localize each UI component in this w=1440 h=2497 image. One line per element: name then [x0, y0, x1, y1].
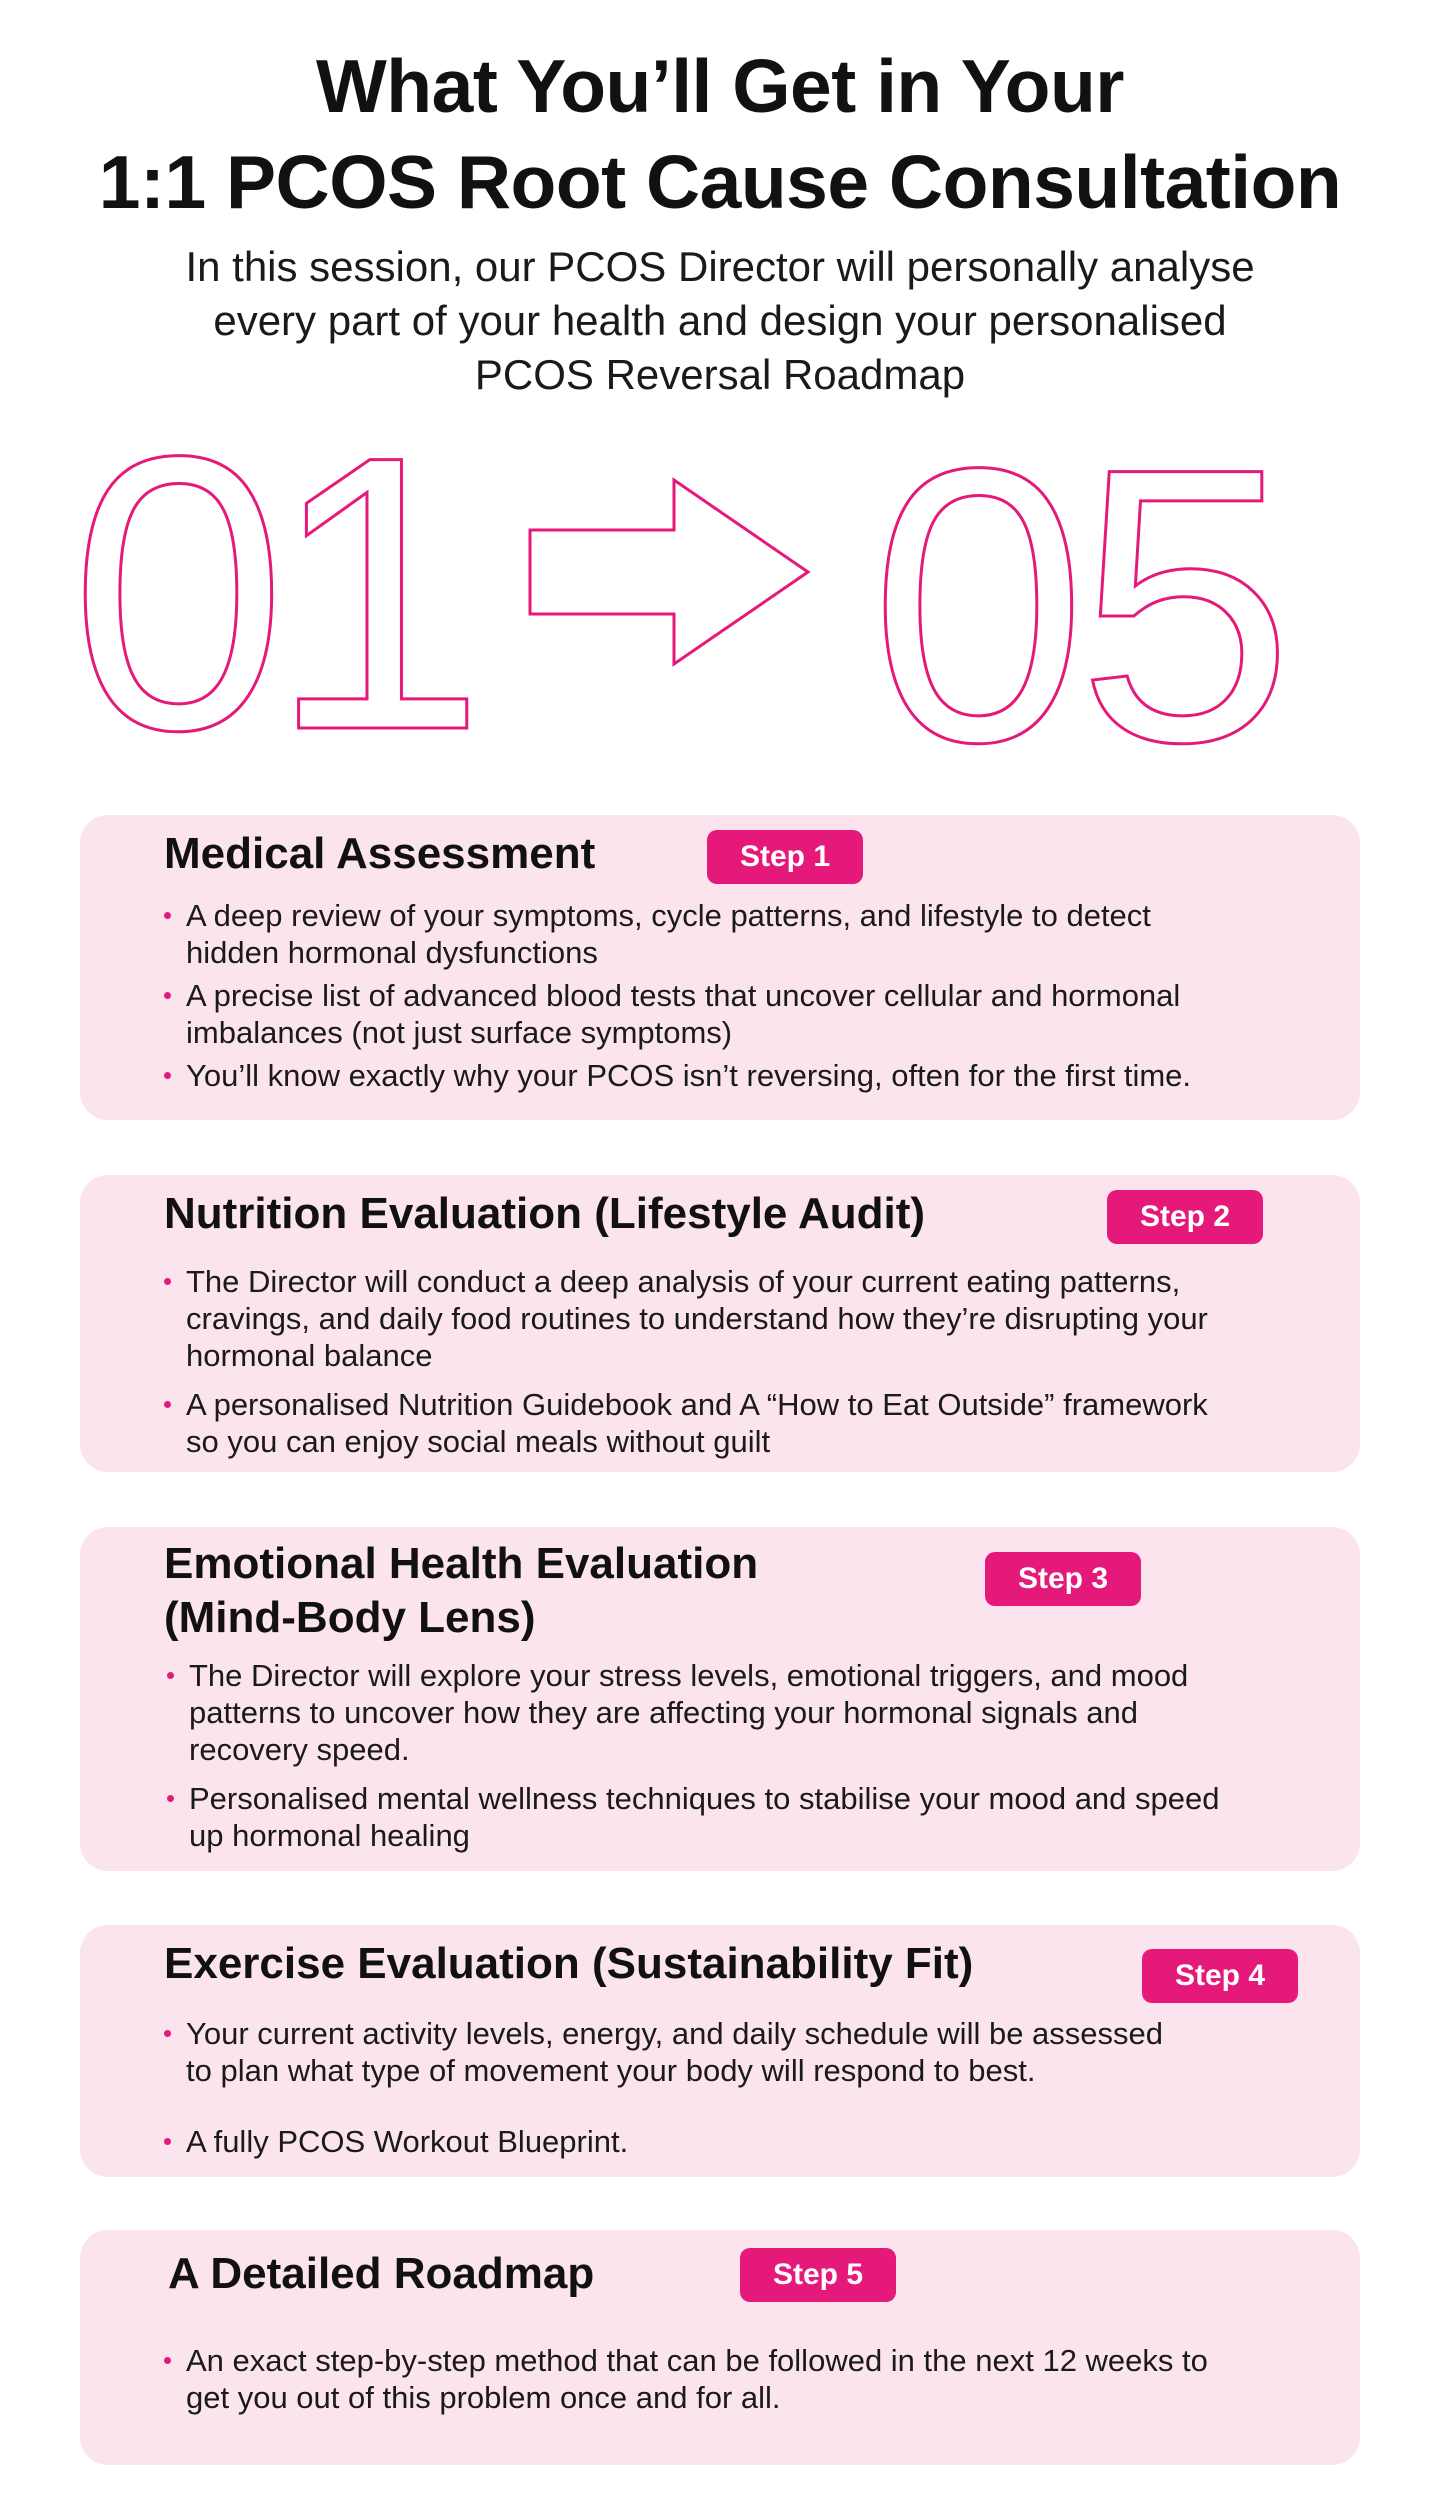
subtitle-line-3: PCOS Reversal Roadmap — [474, 351, 966, 398]
step-bullets — [164, 897, 1340, 1094]
bullet-item: Personalised mental wellness techniques to stabilise your mood and speed up hormonal healing — [167, 1780, 1340, 1854]
step-title: Nutrition Evaluation (Lifestyle Audit) — [164, 1189, 926, 1238]
bullet-item: Your current activity levels, energy, and daily schedule will be assessed to plan what type of movement your body will respond to best. — [164, 2015, 1340, 2089]
title-line-2: 1:1 PCOS Root Cause Consultation — [98, 140, 1342, 224]
step-badge: Step 4 — [1142, 1949, 1298, 2003]
step-title: A Detailed Roadmap — [168, 2249, 595, 2298]
end-step-number: 05 — [870, 420, 1284, 760]
step-badge: Step 3 — [985, 1552, 1141, 1606]
step-title: Exercise Evaluation (Sustainability Fit) — [164, 1939, 974, 1988]
step-bullets — [164, 2342, 1340, 2416]
subtitle-line-2: every part of your health and design your personalised — [213, 297, 1227, 344]
step-card-emotional-health-evaluation — [80, 1527, 1360, 1871]
subtitle-line-1: In this session, our PCOS Director will personally analyse — [185, 243, 1255, 290]
step-bullets — [164, 1263, 1340, 1460]
page-title — [0, 38, 1440, 230]
step-title: Medical Assessment — [164, 829, 596, 878]
step-badge: Step 5 — [740, 2248, 896, 2302]
start-step-number: 01 — [70, 420, 468, 760]
step-bullets — [167, 1657, 1340, 1854]
bullet-item: A deep review of your symptoms, cycle patterns, and lifestyle to detect hidden hormonal dysfunctions — [164, 897, 1340, 971]
bullet-item: A precise list of advanced blood tests that uncover cellular and hormonal imbalances (not just surface symptoms) — [164, 977, 1340, 1051]
bullet-item: The Director will conduct a deep analysis of your current eating patterns, cravings, and daily food routines to understand how they’re disrupting your hormonal balance — [164, 1263, 1340, 1374]
step-badge: Step 1 — [707, 830, 863, 884]
step-card-detailed-roadmap — [80, 2230, 1360, 2465]
step-card-medical-assessment — [80, 815, 1360, 1120]
bullet-item: An exact step-by-step method that can be followed in the next 12 weeks to get you out of this problem once and for all. — [164, 2342, 1340, 2416]
bullet-item: You’ll know exactly why your PCOS isn’t reversing, often for the first time. — [164, 1057, 1340, 1094]
step-range-graphic — [70, 420, 1380, 760]
step-title: Emotional Health Evaluation (Mind-Body Lens) — [164, 1539, 759, 1642]
step-bullets — [164, 2015, 1340, 2160]
step-card-nutrition-evaluation — [80, 1175, 1360, 1472]
bullet-item: A personalised Nutrition Guidebook and A “How to Eat Outside” framework so you can enjoy social meals without guilt — [164, 1386, 1340, 1460]
title-line-1: What You’ll Get in Your — [316, 44, 1124, 128]
step-badge: Step 2 — [1107, 1190, 1263, 1244]
bullet-item: A fully PCOS Workout Blueprint. — [164, 2123, 1340, 2160]
page-subtitle — [0, 240, 1440, 402]
bullet-item: The Director will explore your stress levels, emotional triggers, and mood patterns to uncover how they are affecting your hormonal signals and recovery speed. — [167, 1657, 1340, 1768]
step-card-exercise-evaluation — [80, 1925, 1360, 2177]
right-arrow-outline-icon — [530, 480, 808, 664]
